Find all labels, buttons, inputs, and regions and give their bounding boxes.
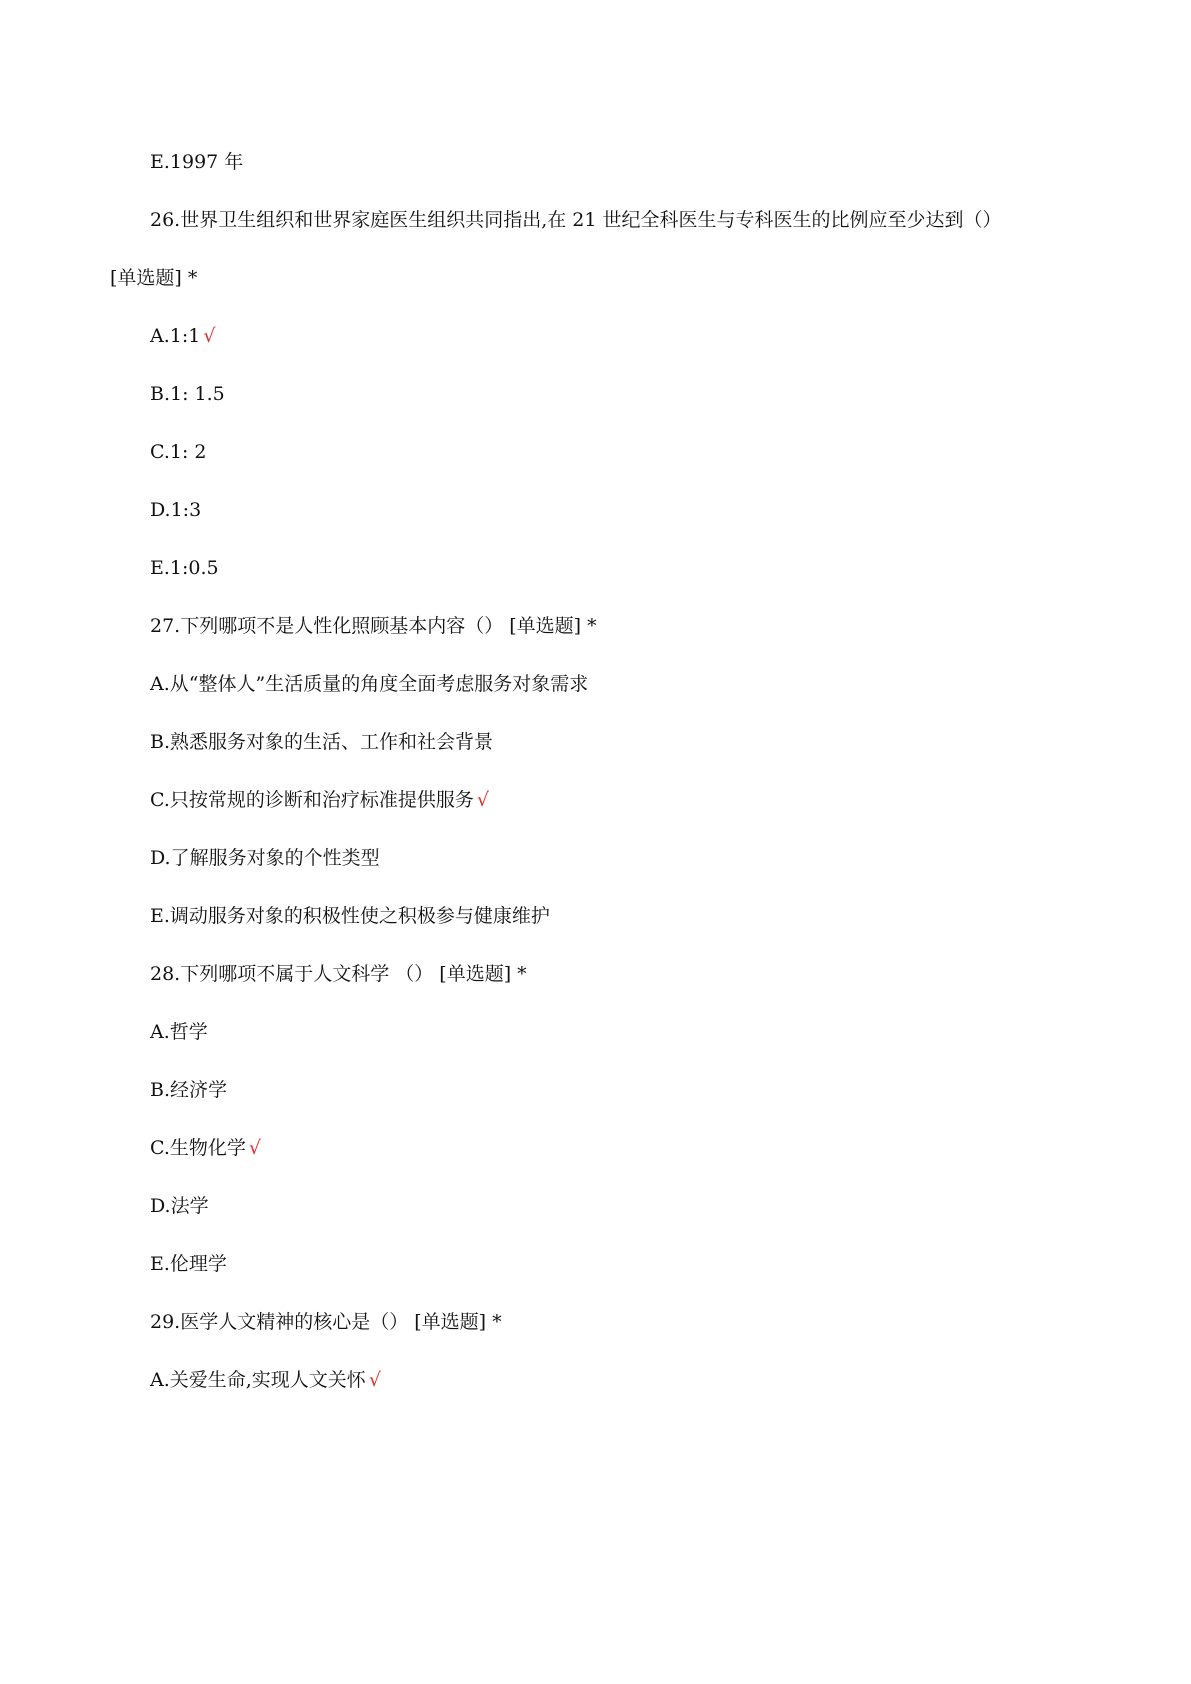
question-text: 29.医学人文精神的核心是（） [单选题] *: [150, 1311, 502, 1333]
correct-check-icon: √: [248, 1137, 262, 1159]
option-text: D.法学: [150, 1195, 209, 1217]
option-text: C.生物化学: [150, 1137, 246, 1159]
question-27-option-d: [150, 846, 380, 870]
question-27-stem: [150, 614, 597, 638]
question-28-option-b: [150, 1078, 227, 1102]
question-27-option-b: [150, 730, 493, 754]
question-text: 26.世界卫生组织和世界家庭医生组织共同指出,在 21 世纪全科医生与专科医生的比例应至少达到（）: [150, 209, 1002, 231]
question-26-option-c: [150, 440, 207, 464]
question-28-option-d: [150, 1194, 209, 1218]
question-29-option-a: [150, 1368, 381, 1392]
question-26-option-d: [150, 498, 201, 522]
question-26-option-b: [150, 382, 225, 406]
option-text: E.1997 年: [150, 151, 244, 173]
question-26-type: [110, 266, 197, 290]
option-text: C.只按常规的诊断和治疗标准提供服务: [150, 789, 474, 811]
option-text: A.1:1: [150, 325, 201, 347]
option-text: B.熟悉服务对象的生活、工作和社会背景: [150, 731, 494, 753]
question-28-option-e: [150, 1252, 227, 1276]
question-27-option-e: [150, 904, 550, 928]
question-type-text: [单选题] *: [110, 267, 198, 289]
option-text: A.哲学: [150, 1021, 208, 1043]
option-text: D.1:3: [150, 499, 202, 521]
question-28-stem: [150, 962, 527, 986]
question-27-option-a: [150, 672, 588, 696]
question-28-option-c: [150, 1136, 261, 1160]
option-text: E.1:0.5: [150, 557, 219, 579]
option-e-prev-question: [150, 150, 243, 174]
correct-check-icon: √: [203, 325, 216, 347]
question-text: 27.下列哪项不是人性化照顾基本内容（） [单选题] *: [150, 615, 597, 637]
option-text: B.经济学: [150, 1079, 228, 1101]
question-29-stem: [150, 1310, 502, 1334]
correct-check-icon: √: [476, 789, 490, 811]
correct-check-icon: √: [368, 1369, 381, 1391]
question-26-option-e: [150, 556, 219, 580]
option-text: C.1: 2: [150, 441, 207, 463]
option-text: D.了解服务对象的个性类型: [150, 847, 380, 869]
option-text: E.调动服务对象的积极性使之积极参与健康维护: [150, 905, 550, 927]
option-text: A.从“整体人”生活质量的角度全面考虑服务对象需求: [150, 673, 589, 695]
question-26-option-a: [150, 324, 215, 348]
question-26-stem: [150, 208, 1002, 232]
option-text: A.关爱生命,实现人文关怀: [150, 1369, 366, 1391]
question-28-option-a: [150, 1020, 208, 1044]
option-text: B.1: 1.5: [150, 383, 225, 405]
option-text: E.伦理学: [150, 1253, 227, 1275]
question-text: 28.下列哪项不属于人文科学 （） [单选题] *: [150, 963, 527, 985]
question-27-option-c: [150, 788, 489, 812]
